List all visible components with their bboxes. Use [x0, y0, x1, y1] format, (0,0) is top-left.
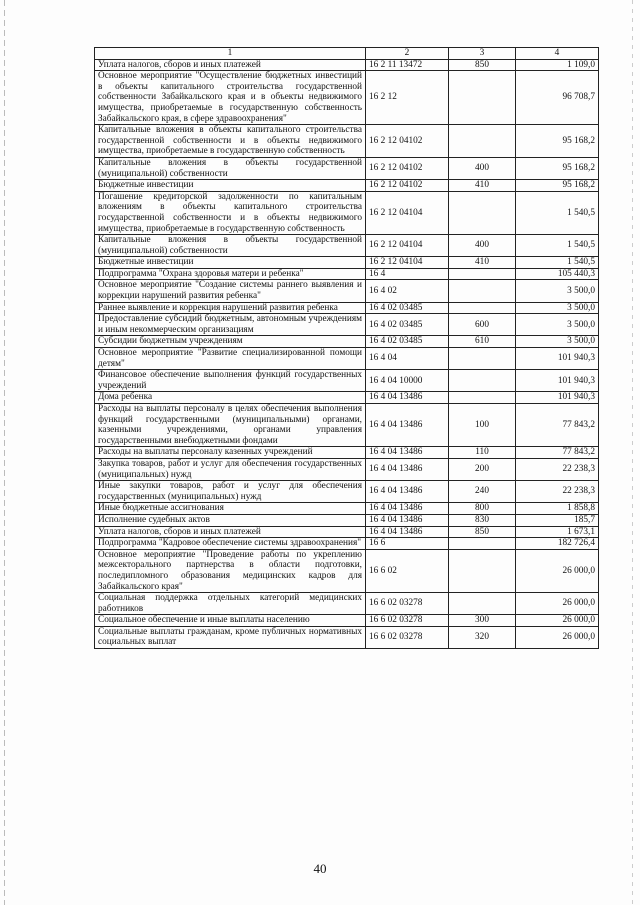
row-type: 110 — [449, 447, 516, 459]
table-row — [95, 157, 599, 179]
row-sum: 1 540,5 — [516, 235, 599, 257]
row-type — [449, 593, 516, 615]
table-header — [95, 48, 599, 60]
row-code: 16 4 04 13486 — [366, 481, 449, 503]
row-name: Основное мероприятие "Проведение работы по укреплению межсекторального партнерства в области подготовки, последипломного образования медицинских кадров для Забайкальского края" — [95, 549, 366, 592]
table-row — [95, 348, 599, 370]
row-name: Субсидии бюджетным учреждениям — [95, 336, 366, 348]
row-sum: 77 843,2 — [516, 447, 599, 459]
row-type — [449, 538, 516, 550]
table-row — [95, 125, 599, 158]
row-name: Погашение кредиторской задолженности по капитальным вложениям в объекты капитального строительства государственной собственности и в объекты недвижимого имущества, приобретаемые в государственную собственность — [95, 191, 366, 234]
row-type: 850 — [449, 526, 516, 538]
header-row — [95, 48, 599, 60]
table-row — [95, 481, 599, 503]
row-code: 16 6 — [366, 538, 449, 550]
table-row — [95, 314, 599, 336]
header-col-2: 2 — [366, 48, 449, 60]
row-sum: 3 500,0 — [516, 314, 599, 336]
row-name: Основное мероприятие "Создание системы раннего выявления и коррекции нарушений развития ребенка" — [95, 280, 366, 302]
header-col-3: 3 — [449, 48, 516, 60]
row-code: 16 4 04 13486 — [366, 392, 449, 404]
row-sum: 1 540,5 — [516, 191, 599, 234]
row-sum: 105 440,3 — [516, 268, 599, 280]
row-sum: 182 726,4 — [516, 538, 599, 550]
row-code: 16 2 12 04104 — [366, 191, 449, 234]
row-code: 16 4 02 — [366, 280, 449, 302]
row-name: Основное мероприятие "Развитие специализированной помощи детям" — [95, 348, 366, 370]
row-type — [449, 302, 516, 314]
table-body — [95, 59, 599, 648]
row-name: Капитальные вложения в объекты капитального строительства государственной собственности и в объекты недвижимого имущества, приобретаемые в государственную собственность — [95, 125, 366, 158]
table-row — [95, 268, 599, 280]
table-row — [95, 280, 599, 302]
table-row — [95, 447, 599, 459]
row-sum: 22 238,3 — [516, 458, 599, 480]
table-row — [95, 180, 599, 192]
table-row — [95, 257, 599, 269]
row-sum: 1 540,5 — [516, 257, 599, 269]
row-code: 16 4 02 03485 — [366, 336, 449, 348]
row-sum: 96 708,7 — [516, 71, 599, 125]
row-type — [449, 280, 516, 302]
table-row — [95, 336, 599, 348]
row-code: 16 4 04 13486 — [366, 447, 449, 459]
table-row — [95, 626, 599, 648]
row-sum: 77 843,2 — [516, 404, 599, 447]
row-sum: 26 000,0 — [516, 593, 599, 615]
row-type: 400 — [449, 235, 516, 257]
row-code: 16 4 04 10000 — [366, 370, 449, 392]
row-code: 16 6 02 03278 — [366, 615, 449, 627]
table-row — [95, 593, 599, 615]
row-type — [449, 549, 516, 592]
table-row — [95, 526, 599, 538]
table-row — [95, 549, 599, 592]
row-sum: 95 168,2 — [516, 180, 599, 192]
row-code: 16 6 02 03278 — [366, 593, 449, 615]
row-type — [449, 370, 516, 392]
row-code: 16 6 02 — [366, 549, 449, 592]
row-sum: 95 168,2 — [516, 125, 599, 158]
row-name: Социальная поддержка отдельных категорий медицинских работников — [95, 593, 366, 615]
table-row — [95, 191, 599, 234]
row-type: 600 — [449, 314, 516, 336]
row-code: 16 2 12 04104 — [366, 257, 449, 269]
row-type: 410 — [449, 257, 516, 269]
row-code: 16 4 02 03485 — [366, 314, 449, 336]
row-sum: 26 000,0 — [516, 626, 599, 648]
row-name: Расходы на выплаты персоналу в целях обеспечения выполнения функций государственными (муниципальными) органами, казенными учреждениями, органами управления государственными внебюджетными фондами — [95, 404, 366, 447]
table-row — [95, 59, 599, 71]
row-sum: 1 109,0 — [516, 59, 599, 71]
row-sum: 26 000,0 — [516, 549, 599, 592]
row-code: 16 4 04 13486 — [366, 526, 449, 538]
row-name: Уплата налогов, сборов и иных платежей — [95, 526, 366, 538]
row-code: 16 4 04 13486 — [366, 404, 449, 447]
header-col-1: 1 — [95, 48, 366, 60]
row-code: 16 4 04 13486 — [366, 503, 449, 515]
row-sum: 101 940,3 — [516, 392, 599, 404]
table-row — [95, 538, 599, 550]
row-type: 800 — [449, 503, 516, 515]
row-name: Основное мероприятие "Осуществление бюджетных инвестиций в объекты капитального строительства государственной собственности Забайкальского края и в объекты недвижимого имущества, приобретаемые в государственную собственность Забайкальского края, в сфере здравоохранения" — [95, 71, 366, 125]
row-sum: 185,7 — [516, 514, 599, 526]
row-code: 16 4 04 — [366, 348, 449, 370]
row-name: Социальное обеспечение и иные выплаты населению — [95, 615, 366, 627]
row-code: 16 4 02 03485 — [366, 302, 449, 314]
row-code: 16 2 12 04102 — [366, 125, 449, 158]
row-type: 100 — [449, 404, 516, 447]
table-row — [95, 458, 599, 480]
row-sum: 3 500,0 — [516, 280, 599, 302]
row-sum: 101 940,3 — [516, 348, 599, 370]
row-name: Капитальные вложения в объекты государственной (муниципальной) собственности — [95, 235, 366, 257]
row-type: 610 — [449, 336, 516, 348]
table-row — [95, 404, 599, 447]
row-sum: 26 000,0 — [516, 615, 599, 627]
row-type: 200 — [449, 458, 516, 480]
row-sum: 101 940,3 — [516, 370, 599, 392]
scan-edge-right — [632, 0, 633, 905]
row-code: 16 2 12 04102 — [366, 180, 449, 192]
row-code: 16 2 11 13472 — [366, 59, 449, 71]
row-type: 300 — [449, 615, 516, 627]
table-row — [95, 71, 599, 125]
row-name: Иные бюджетные ассигнования — [95, 503, 366, 515]
row-sum: 3 500,0 — [516, 336, 599, 348]
row-name: Подпрограмма "Охрана здоровья матери и ребенка" — [95, 268, 366, 280]
row-name: Расходы на выплаты персоналу казенных учреждений — [95, 447, 366, 459]
row-type: 240 — [449, 481, 516, 503]
table-row — [95, 370, 599, 392]
row-type: 320 — [449, 626, 516, 648]
row-sum: 95 168,2 — [516, 157, 599, 179]
row-name: Бюджетные инвестиции — [95, 257, 366, 269]
row-sum: 3 500,0 — [516, 302, 599, 314]
row-code: 16 2 12 04104 — [366, 235, 449, 257]
table-row — [95, 503, 599, 515]
row-name: Социальные выплаты гражданам, кроме публичных нормативных социальных выплат — [95, 626, 366, 648]
row-type: 410 — [449, 180, 516, 192]
row-code: 16 6 02 03278 — [366, 626, 449, 648]
row-name: Исполнение судебных актов — [95, 514, 366, 526]
row-name: Финансовое обеспечение выполнения функций государственных учреждений — [95, 370, 366, 392]
table-row — [95, 392, 599, 404]
row-type — [449, 125, 516, 158]
table-row — [95, 514, 599, 526]
row-type: 400 — [449, 157, 516, 179]
table-row — [95, 302, 599, 314]
row-type — [449, 348, 516, 370]
row-code: 16 2 12 — [366, 71, 449, 125]
row-sum: 22 238,3 — [516, 481, 599, 503]
row-name: Подпрограмма "Кадровое обеспечение системы здравоохранения" — [95, 538, 366, 550]
row-code: 16 2 12 04102 — [366, 157, 449, 179]
table-row — [95, 615, 599, 627]
row-name: Раннее выявление и коррекция нарушений развития ребенка — [95, 302, 366, 314]
row-code: 16 4 04 13486 — [366, 514, 449, 526]
row-name: Капитальные вложения в объекты государственной (муниципальной) собственности — [95, 157, 366, 179]
row-code: 16 4 04 13486 — [366, 458, 449, 480]
row-type: 830 — [449, 514, 516, 526]
budget-table — [94, 47, 599, 649]
row-name: Предоставление субсидий бюджетным, автономным учреждениям и иным некоммерческим организациям — [95, 314, 366, 336]
row-sum: 1 858,8 — [516, 503, 599, 515]
row-type — [449, 392, 516, 404]
row-name: Дома ребенка — [95, 392, 366, 404]
page-number: 40 — [313, 861, 327, 876]
row-name: Бюджетные инвестиции — [95, 180, 366, 192]
row-type — [449, 71, 516, 125]
scan-edge-left — [4, 0, 5, 905]
row-name: Иные закупки товаров, работ и услуг для обеспечения государственных (муниципальных) нужд — [95, 481, 366, 503]
row-code: 16 4 — [366, 268, 449, 280]
row-type — [449, 191, 516, 234]
row-name: Закупка товаров, работ и услуг для обеспечения государственных (муниципальных) нужд — [95, 458, 366, 480]
row-type — [449, 268, 516, 280]
header-col-4: 4 — [516, 48, 599, 60]
row-name: Уплата налогов, сборов и иных платежей — [95, 59, 366, 71]
row-type: 850 — [449, 59, 516, 71]
table-row — [95, 235, 599, 257]
row-sum: 1 673,1 — [516, 526, 599, 538]
